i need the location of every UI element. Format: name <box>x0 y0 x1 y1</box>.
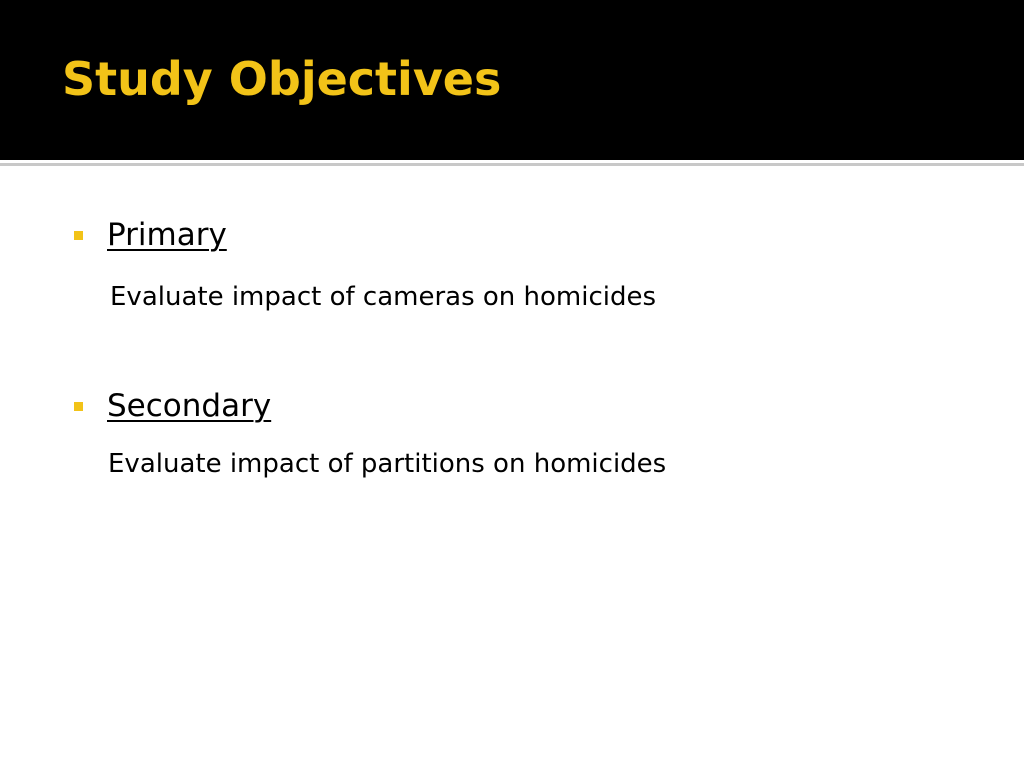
bullet-item-primary <box>74 217 227 253</box>
bullet-label: Secondary <box>107 388 272 424</box>
title-divider <box>0 163 1024 166</box>
square-bullet-icon <box>74 231 83 240</box>
bullet-description: Evaluate impact of partitions on homicides <box>108 449 667 479</box>
title-bar <box>0 0 1024 160</box>
bullet-item-secondary <box>74 388 272 424</box>
slide-title: Study Objectives <box>62 52 502 106</box>
bullet-label: Primary <box>107 217 227 253</box>
bullet-description: Evaluate impact of cameras on homicides <box>110 282 657 312</box>
square-bullet-icon <box>74 402 83 411</box>
